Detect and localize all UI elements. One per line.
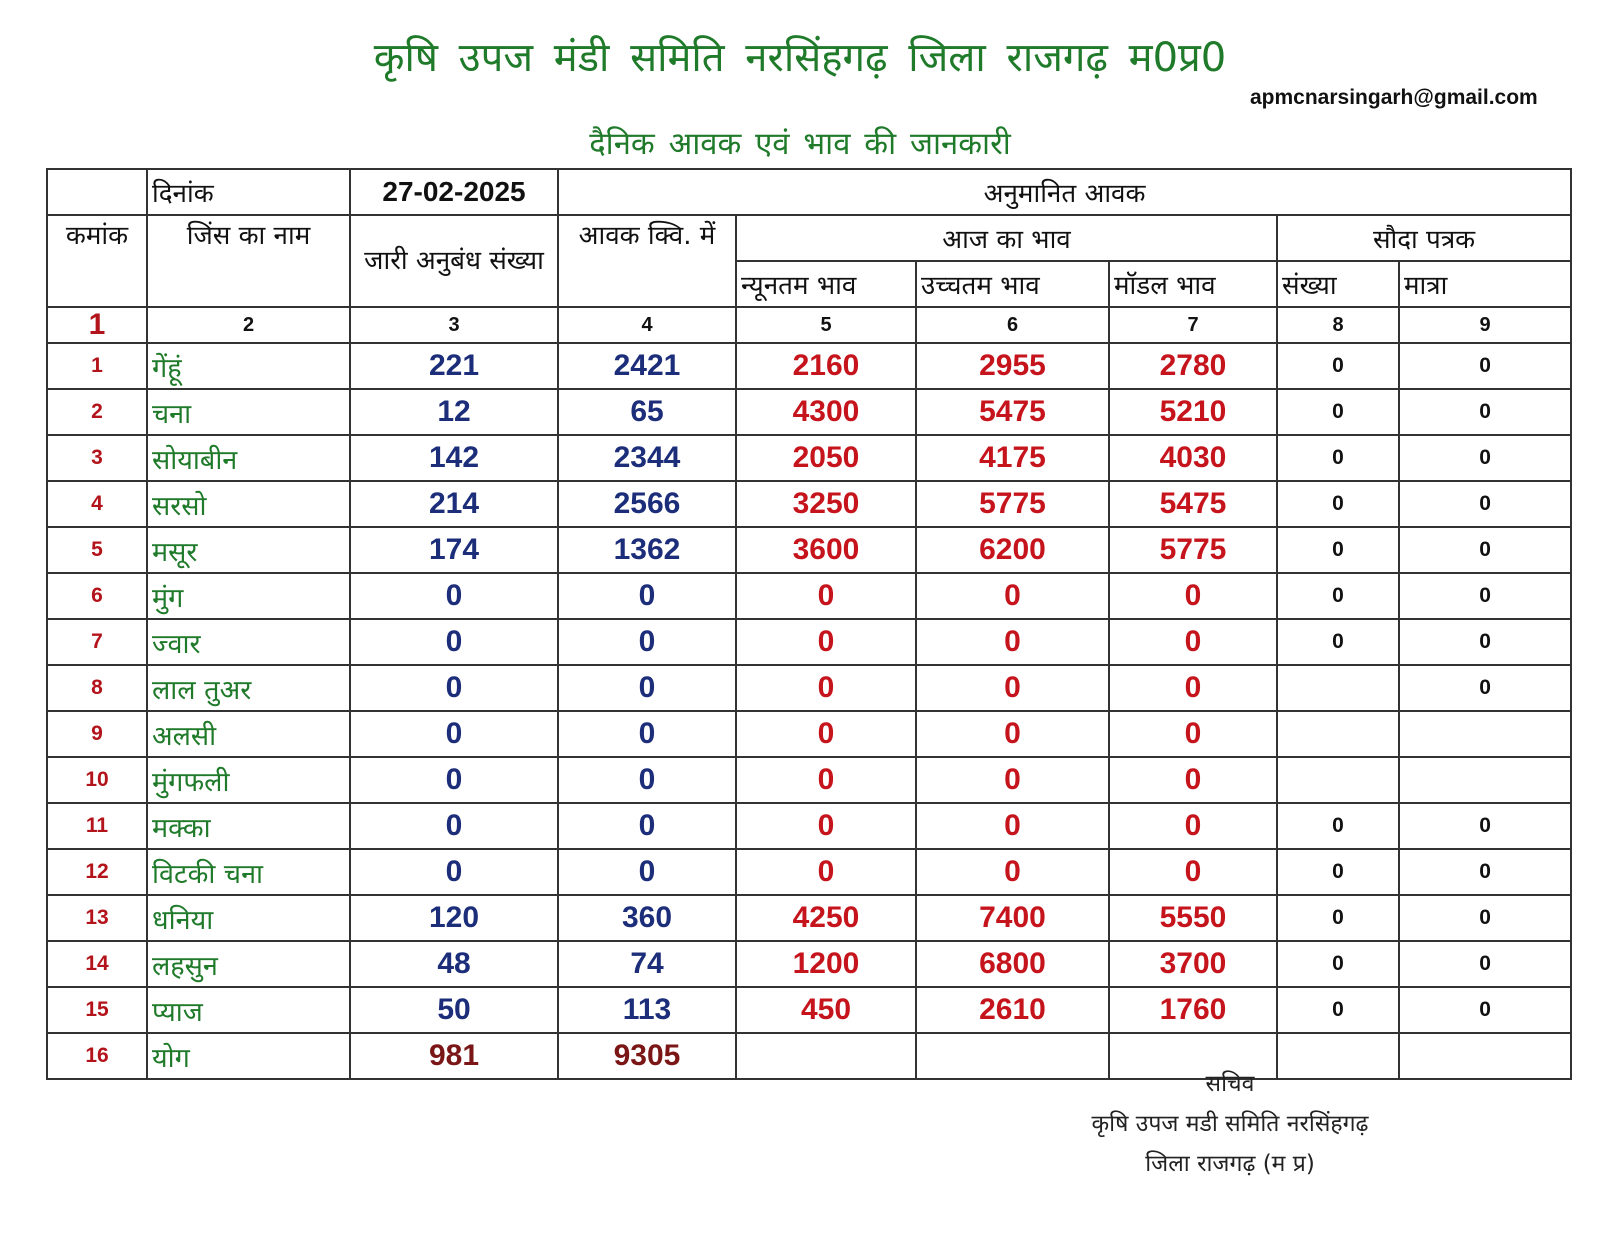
crop-name-cell: ज्वार xyxy=(147,619,350,665)
deal-qty-cell xyxy=(1399,757,1571,803)
modal-price-cell: 0 xyxy=(1109,757,1277,803)
table-row xyxy=(47,711,1571,757)
max-price-cell: 0 xyxy=(916,711,1109,757)
table-row xyxy=(47,941,1571,987)
arrival-quantity-cell: 113 xyxy=(558,987,736,1033)
col-header-modal-price: मॉडल भाव xyxy=(1109,261,1277,307)
crop-name-cell: मुंगफली xyxy=(147,757,350,803)
max-price-cell: 5475 xyxy=(916,389,1109,435)
permits-count-cell: 0 xyxy=(350,757,558,803)
serial-number-cell: 1 xyxy=(47,343,147,389)
max-price-cell: 2955 xyxy=(916,343,1109,389)
crop-name-cell: सोयाबीन xyxy=(147,435,350,481)
deal-qty-cell: 0 xyxy=(1399,527,1571,573)
max-price-cell: 6200 xyxy=(916,527,1109,573)
deal-qty-cell: 0 xyxy=(1399,435,1571,481)
crop-name-cell: चना xyxy=(147,389,350,435)
col-header-max-price: उच्चतम भाव xyxy=(916,261,1109,307)
modal-price-cell: 0 xyxy=(1109,849,1277,895)
crop-name-cell: प्याज xyxy=(147,987,350,1033)
crop-name-cell: विटकी चना xyxy=(147,849,350,895)
deal-qty-cell: 0 xyxy=(1399,941,1571,987)
crop-name-cell: गेंहूं xyxy=(147,343,350,389)
estimated-arrival-header: अनुमानित आवक xyxy=(558,169,1571,215)
modal-price-cell: 0 xyxy=(1109,711,1277,757)
serial-number-cell: 2 xyxy=(47,389,147,435)
serial-number-cell: 7 xyxy=(47,619,147,665)
modal-price-cell: 0 xyxy=(1109,573,1277,619)
arrival-quantity-cell: 74 xyxy=(558,941,736,987)
deal-count-cell: 0 xyxy=(1277,435,1399,481)
permits-count-cell: 0 xyxy=(350,573,558,619)
permits-count-cell: 142 xyxy=(350,435,558,481)
min-price-cell: 3250 xyxy=(736,481,916,527)
report-date: 27-02-2025 xyxy=(350,169,558,215)
deal-count-cell: 0 xyxy=(1277,527,1399,573)
table-row xyxy=(47,987,1571,1033)
column-number: 9 xyxy=(1399,307,1571,343)
max-price-cell: 0 xyxy=(916,757,1109,803)
permits-count-cell: 0 xyxy=(350,803,558,849)
max-price-cell: 6800 xyxy=(916,941,1109,987)
table-row xyxy=(47,343,1571,389)
col-header-crop: जिंस का नाम xyxy=(147,215,350,307)
serial-number-cell: 11 xyxy=(47,803,147,849)
min-price-cell: 0 xyxy=(736,849,916,895)
arrival-quantity-cell: 2344 xyxy=(558,435,736,481)
modal-price-cell: 5550 xyxy=(1109,895,1277,941)
min-price-cell: 0 xyxy=(736,665,916,711)
serial-number-cell: 15 xyxy=(47,987,147,1033)
table-row xyxy=(47,757,1571,803)
crop-name-cell: मसूर xyxy=(147,527,350,573)
deal-count-cell: 0 xyxy=(1277,941,1399,987)
max-price-cell: 0 xyxy=(916,849,1109,895)
max-price-cell: 2610 xyxy=(916,987,1109,1033)
max-price-cell: 0 xyxy=(916,619,1109,665)
col-header-permits: जारी अनुबंध संख्या xyxy=(350,215,558,307)
deal-qty-cell xyxy=(1399,711,1571,757)
table-row xyxy=(47,803,1571,849)
min-price-cell: 0 xyxy=(736,803,916,849)
serial-number-cell: 9 xyxy=(47,711,147,757)
deal-qty-cell: 0 xyxy=(1399,343,1571,389)
max-price-cell: 0 xyxy=(916,573,1109,619)
col-header-arrival: आवक क्वि. में xyxy=(558,215,736,307)
permits-count-cell: 0 xyxy=(350,619,558,665)
max-price-cell: 0 xyxy=(916,665,1109,711)
deal-count-cell: 0 xyxy=(1277,849,1399,895)
min-price-cell: 0 xyxy=(736,619,916,665)
permits-count-cell: 0 xyxy=(350,665,558,711)
deal-count-cell: 0 xyxy=(1277,895,1399,941)
column-number: 3 xyxy=(350,307,558,343)
arrival-quantity-cell: 2566 xyxy=(558,481,736,527)
deal-count-cell xyxy=(1277,665,1399,711)
min-price-cell: 0 xyxy=(736,711,916,757)
deal-count-cell: 0 xyxy=(1277,803,1399,849)
max-price-cell: 5775 xyxy=(916,481,1109,527)
permits-count-cell: 120 xyxy=(350,895,558,941)
deal-qty-cell: 0 xyxy=(1399,619,1571,665)
min-price-cell: 1200 xyxy=(736,941,916,987)
date-label: दिनांक xyxy=(147,169,350,215)
serial-number-cell: 4 xyxy=(47,481,147,527)
column-number: 4 xyxy=(558,307,736,343)
arrival-quantity-cell: 360 xyxy=(558,895,736,941)
modal-price-cell: 0 xyxy=(1109,665,1277,711)
total-label-cell: योग xyxy=(147,1033,350,1079)
modal-price-cell: 4030 xyxy=(1109,435,1277,481)
arrival-quantity-cell: 0 xyxy=(558,619,736,665)
arrival-quantity-cell: 0 xyxy=(558,849,736,895)
arrival-quantity-cell: 0 xyxy=(558,665,736,711)
table-row xyxy=(47,849,1571,895)
serial-number-cell: 14 xyxy=(47,941,147,987)
serial-number-cell: 6 xyxy=(47,573,147,619)
deal-qty-cell: 0 xyxy=(1399,803,1571,849)
serial-number-cell: 13 xyxy=(47,895,147,941)
min-price-cell: 0 xyxy=(736,573,916,619)
modal-price-cell: 3700 xyxy=(1109,941,1277,987)
table-row xyxy=(47,527,1571,573)
crop-name-cell: सरसो xyxy=(147,481,350,527)
deal-qty-cell: 0 xyxy=(1399,573,1571,619)
deal-count-cell: 0 xyxy=(1277,987,1399,1033)
deal-count-cell: 0 xyxy=(1277,343,1399,389)
modal-price-cell: 2780 xyxy=(1109,343,1277,389)
serial-number-cell: 12 xyxy=(47,849,147,895)
deal-qty-cell: 0 xyxy=(1399,481,1571,527)
modal-price-cell: 5775 xyxy=(1109,527,1277,573)
deal-count-cell: 0 xyxy=(1277,389,1399,435)
arrival-quantity-cell: 1362 xyxy=(558,527,736,573)
arrival-price-table xyxy=(46,168,1572,1080)
deal-count-cell xyxy=(1277,757,1399,803)
signatory-designation: सचिव xyxy=(1205,1071,1255,1097)
header-blank-cell xyxy=(47,169,147,215)
modal-price-cell: 0 xyxy=(1109,803,1277,849)
deal-count-cell: 0 xyxy=(1277,619,1399,665)
col-header-deal-group: सौदा पत्रक xyxy=(1277,215,1571,261)
crop-name-cell: धनिया xyxy=(147,895,350,941)
table-row xyxy=(47,665,1571,711)
serial-number-cell: 5 xyxy=(47,527,147,573)
serial-number-cell: 8 xyxy=(47,665,147,711)
permits-count-cell: 50 xyxy=(350,987,558,1033)
contact-email: apmcnarsingarh@gmail.com xyxy=(1250,86,1538,109)
crop-name-cell: मक्का xyxy=(147,803,350,849)
col-header-sno: कमांक xyxy=(47,215,147,307)
permits-count-cell: 48 xyxy=(350,941,558,987)
serial-number-cell: 10 xyxy=(47,757,147,803)
arrival-quantity-cell: 65 xyxy=(558,389,736,435)
modal-price-cell: 0 xyxy=(1109,619,1277,665)
arrival-quantity-cell: 0 xyxy=(558,757,736,803)
table-row xyxy=(47,435,1571,481)
min-price-cell: 4250 xyxy=(736,895,916,941)
signatory-org: कृषि उपज मडी समिति नरसिंहगढ़ xyxy=(1091,1111,1369,1137)
column-number: 2 xyxy=(147,307,350,343)
modal-price-cell: 1760 xyxy=(1109,987,1277,1033)
min-price-cell: 2050 xyxy=(736,435,916,481)
deal-count-cell xyxy=(1277,711,1399,757)
col-header-price-group: आज का भाव xyxy=(736,215,1277,261)
table-row xyxy=(47,481,1571,527)
max-price-cell: 4175 xyxy=(916,435,1109,481)
empty-cell xyxy=(736,1033,916,1079)
deal-qty-cell: 0 xyxy=(1399,849,1571,895)
column-number: 1 xyxy=(47,307,147,343)
arrival-quantity-cell: 0 xyxy=(558,803,736,849)
column-number: 8 xyxy=(1277,307,1399,343)
column-number: 6 xyxy=(916,307,1109,343)
deal-qty-cell: 0 xyxy=(1399,895,1571,941)
report-subtitle: दैनिक आवक एवं भाव की जानकारी xyxy=(589,126,1011,162)
deal-count-cell: 0 xyxy=(1277,573,1399,619)
page-title: कृषि उपज मंडी समिति नरसिंहगढ़ जिला राजगढ़ म0प्र0 xyxy=(373,35,1227,81)
modal-price-cell: 5210 xyxy=(1109,389,1277,435)
total-arrival-cell: 9305 xyxy=(558,1033,736,1079)
arrival-quantity-cell: 2421 xyxy=(558,343,736,389)
column-number: 5 xyxy=(736,307,916,343)
arrival-quantity-cell: 0 xyxy=(558,711,736,757)
max-price-cell: 7400 xyxy=(916,895,1109,941)
col-header-deal-qty: मात्रा xyxy=(1399,261,1571,307)
table-row xyxy=(47,619,1571,665)
permits-count-cell: 214 xyxy=(350,481,558,527)
deal-qty-cell: 0 xyxy=(1399,665,1571,711)
crop-name-cell: लहसुन xyxy=(147,941,350,987)
deal-qty-cell: 0 xyxy=(1399,987,1571,1033)
col-header-min-price: न्यूनतम भाव xyxy=(736,261,916,307)
column-number: 7 xyxy=(1109,307,1277,343)
total-serial-cell: 16 xyxy=(47,1033,147,1079)
table-row xyxy=(47,895,1571,941)
min-price-cell: 3600 xyxy=(736,527,916,573)
min-price-cell: 2160 xyxy=(736,343,916,389)
col-header-deal-count: संख्या xyxy=(1277,261,1399,307)
permits-count-cell: 174 xyxy=(350,527,558,573)
permits-count-cell: 12 xyxy=(350,389,558,435)
deal-count-cell: 0 xyxy=(1277,481,1399,527)
modal-price-cell: 5475 xyxy=(1109,481,1277,527)
crop-name-cell: मुंग xyxy=(147,573,350,619)
permits-count-cell: 0 xyxy=(350,849,558,895)
table-row xyxy=(47,573,1571,619)
min-price-cell: 450 xyxy=(736,987,916,1033)
table-row xyxy=(47,389,1571,435)
permits-count-cell: 221 xyxy=(350,343,558,389)
max-price-cell: 0 xyxy=(916,803,1109,849)
arrival-quantity-cell: 0 xyxy=(558,573,736,619)
signatory-district: जिला राजगढ़ (म प्र) xyxy=(1145,1151,1315,1177)
min-price-cell: 0 xyxy=(736,757,916,803)
total-permits-cell: 981 xyxy=(350,1033,558,1079)
crop-name-cell: अलसी xyxy=(147,711,350,757)
permits-count-cell: 0 xyxy=(350,711,558,757)
serial-number-cell: 3 xyxy=(47,435,147,481)
deal-qty-cell: 0 xyxy=(1399,389,1571,435)
min-price-cell: 4300 xyxy=(736,389,916,435)
crop-name-cell: लाल तुअर xyxy=(147,665,350,711)
